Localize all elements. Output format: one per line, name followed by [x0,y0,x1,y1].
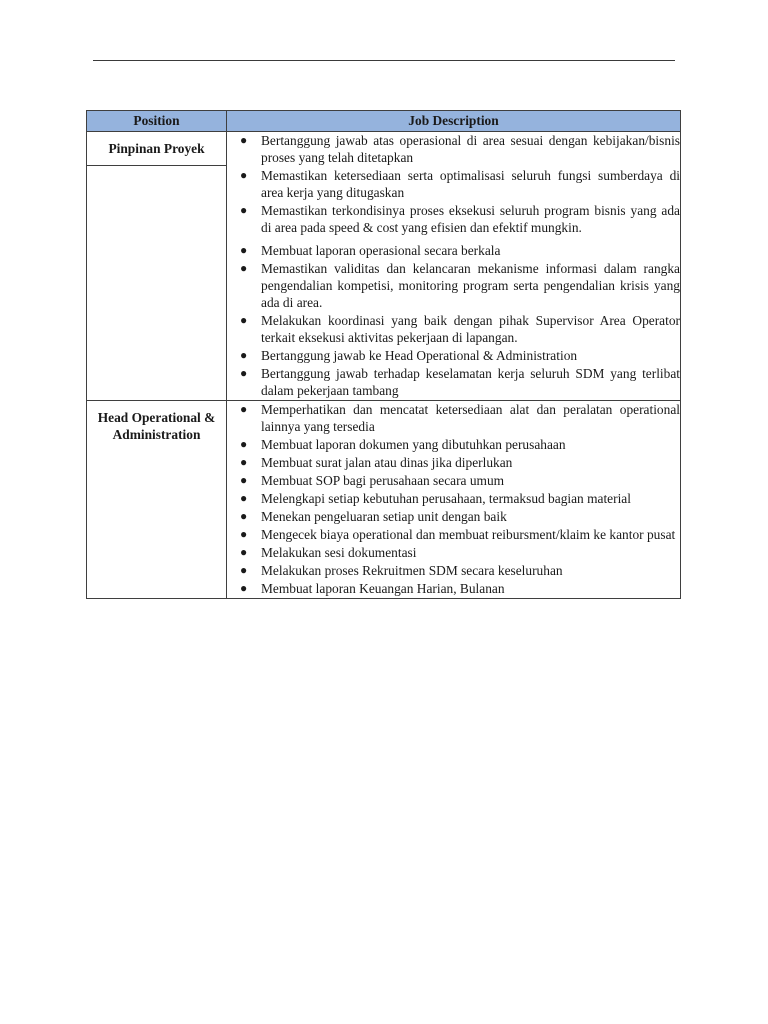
duty-text: Memastikan validitas dan kelancaran mekanisme informasi dalam rangka pengendalian kompetisi, monitoring program serta pengendalian krisis yang ada di area. [261,261,680,310]
duty-item [227,312,680,346]
duty-item [227,260,680,311]
position-name: Head Operational & Administration [97,410,216,442]
duty-text: Melakukan sesi dokumentasi [261,545,417,560]
duty-item [227,132,680,166]
bullet-icon: ● [240,313,248,327]
bullet-icon: ● [240,366,248,380]
duty-text: Bertanggung jawab ke Head Operational & Administration [261,348,578,363]
table-row [87,401,681,599]
position-cell [87,401,227,599]
duty-text: Memastikan terkondisinya proses eksekusi seluruh program bisnis yang ada di area pada speed & cost yang efisien dan efektif mungkin. [261,203,680,235]
duty-list [227,401,680,597]
duty-text: Bertanggung jawab atas operasional di area sesuai dengan kebijakan/bisnis proses yang telah ditetapkan [261,133,680,165]
header-rule [93,60,675,61]
bullet-icon: ● [240,243,248,257]
duty-item [227,544,680,561]
bullet-icon: ● [240,509,248,523]
duty-item [227,347,680,364]
bullet-icon: ● [240,455,248,469]
bullet-icon: ● [240,168,248,182]
duty-text: Membuat laporan operasional secara berkala [261,243,501,258]
bullet-icon: ● [240,545,248,559]
duty-text: Mengecek biaya operational dan membuat reibursment/klaim ke kantor pusat [261,527,676,542]
duty-item [227,454,680,471]
duty-text: Membuat laporan dokumen yang dibutuhkan perusahaan [261,437,566,452]
duty-item [227,526,680,543]
position-name: Pinpinan Proyek [108,141,205,156]
duty-text: Memperhatikan dan mencatat ketersediaan alat dan peralatan operational lainnya yang tersedia [261,402,680,434]
duty-text: Melakukan koordinasi yang baik dengan pihak Supervisor Area Operator terkait eksekusi aktivitas pekerjaan di lapangan. [261,313,680,345]
duty-item [227,436,680,453]
job-description-cell [227,401,681,599]
duty-text: Bertanggung jawab terhadap keselamatan kerja seluruh SDM yang terlibat dalam pekerjaan tambang [261,366,680,398]
bullet-icon: ● [240,437,248,451]
job-description-column-header: Job Description [227,111,681,132]
bullet-icon: ● [240,563,248,577]
bullet-icon: ● [240,133,248,147]
bullet-icon: ● [240,581,248,595]
table-row [87,132,681,401]
duty-item [227,365,680,399]
bullet-icon: ● [240,402,248,416]
duty-text: Melengkapi setiap kebutuhan perusahaan, termaksud bagian material [261,491,631,506]
duty-item [227,472,680,489]
bullet-icon: ● [240,473,248,487]
job-description-cell [227,132,681,401]
duty-text: Membuat SOP bagi perusahaan secara umum [261,473,505,488]
bullet-icon: ● [240,348,248,362]
bullet-icon: ● [240,203,248,217]
duty-item [227,202,680,236]
duty-item [227,242,680,259]
table-header-row [87,111,681,132]
job-description-table [86,110,681,599]
duty-text: Menekan pengeluaran setiap unit dengan baik [261,509,507,524]
bullet-icon: ● [240,527,248,541]
duty-item [227,508,680,525]
duty-item [227,580,680,597]
duty-item [227,490,680,507]
bullet-icon: ● [240,261,248,275]
duty-text: Memastikan ketersediaan serta optimalisasi seluruh fungsi sumberdaya di area kerja yang ditugaskan [261,168,680,200]
duty-item [227,167,680,201]
position-cell [87,132,227,401]
duty-item [227,562,680,579]
duty-text: Melakukan proses Rekruitmen SDM secara keseluruhan [261,563,563,578]
duty-list [227,132,680,399]
duty-text: Membuat surat jalan atau dinas jika diperlukan [261,455,513,470]
duty-item [227,401,680,435]
duty-text: Membuat laporan Keuangan Harian, Bulanan [261,581,505,596]
position-column-header: Position [87,111,227,132]
bullet-icon: ● [240,491,248,505]
